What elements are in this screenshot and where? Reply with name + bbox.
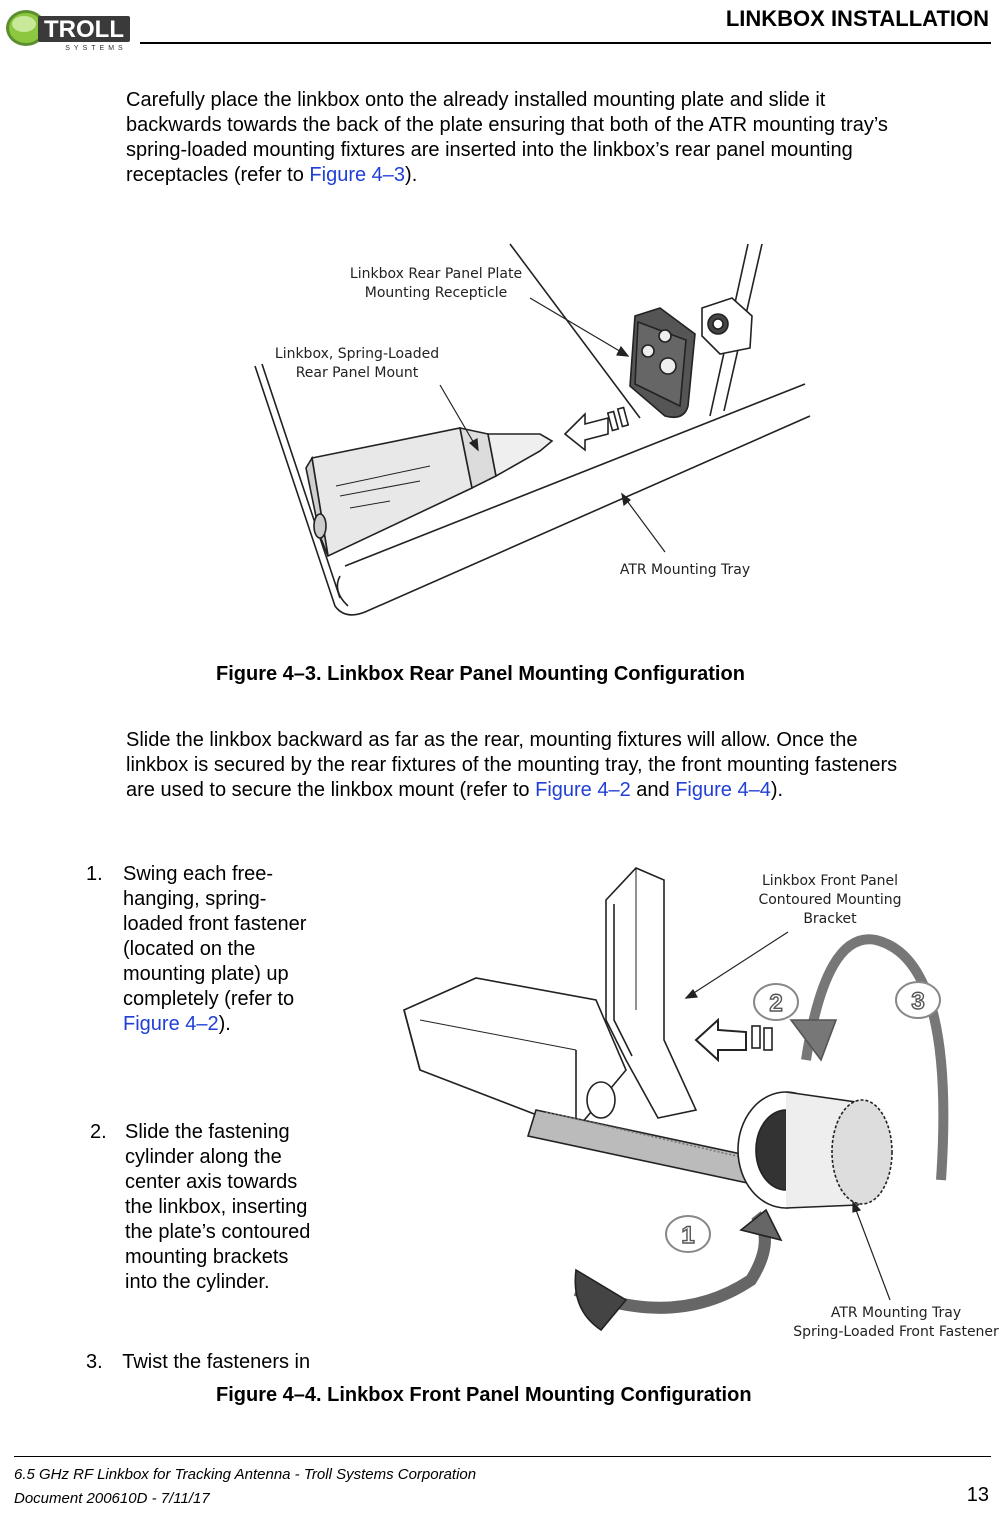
step-line: Swing each free-: [123, 863, 274, 885]
callout-line: Linkbox Rear Panel Plate: [349, 266, 523, 282]
slide-line: [126, 778, 991, 803]
step-line: Slide the fastening: [125, 1121, 290, 1143]
intro-text: receptacles (refer to: [126, 164, 310, 186]
step-line: hanging, spring-: [123, 888, 267, 910]
figure-4-4-leader-lines: [0, 860, 1007, 1320]
callout-line: Linkbox Front Panel: [761, 873, 899, 889]
step-3-text: Twist the fasteners in: [122, 1351, 311, 1373]
logo-subtext: SYSTEMS: [65, 45, 127, 52]
slide-line: linkbox is secured by the rear fixtures of the mounting tray, the front mounting fasteners: [126, 754, 898, 776]
step-line: mounting plate) up: [123, 963, 289, 985]
intro-line: Carefully place the linkbox onto the already installed mounting plate and slide it: [126, 89, 826, 111]
page-number: 13: [966, 1484, 989, 1506]
figure-4-4-link[interactable]: Figure 4–4: [675, 779, 771, 801]
step-line: cylinder along the: [125, 1146, 282, 1168]
footer-document-id: Document 200610D - 7/11/17: [14, 1490, 210, 1507]
slide-text: ).: [770, 779, 784, 801]
figure-4-3-link[interactable]: Figure 4–3: [309, 164, 406, 186]
intro-line: spring-loaded mounting fixtures are inserted into the linkbox’s rear panel mounting: [126, 139, 853, 161]
step-line: the plate’s contoured: [125, 1221, 311, 1243]
intro-text: ).: [405, 164, 418, 186]
step-1-number: 1.: [86, 863, 103, 885]
step-line: completely (refer to: [123, 988, 295, 1010]
callout-line: Contoured Mounting: [758, 892, 902, 908]
badge-3-label: 3: [911, 988, 925, 1015]
slide-text: and: [630, 779, 676, 801]
callout-atr-tray: ATR Mounting Tray: [619, 562, 751, 578]
slide-line: Slide the linkbox backward as far as the rear, mounting fixtures will allow. Once the: [126, 729, 858, 751]
callout-line: ATR Mounting Tray: [830, 1305, 962, 1321]
badge-2-label: 2: [769, 990, 783, 1017]
step-3-number: 3.: [86, 1351, 103, 1373]
step-line: into the cylinder.: [125, 1271, 270, 1293]
slide-paragraph: [126, 728, 991, 803]
figure-4-2-link[interactable]: Figure 4–2: [535, 779, 631, 801]
figure-4-3-leader-lines: [0, 0, 1007, 640]
intro-line: backwards towards the back of the plate ensuring that both of the ATR mounting tray’s: [126, 114, 888, 136]
footer-divider: [14, 1456, 991, 1457]
figure-4-3-caption: Figure 4–3. Linkbox Rear Panel Mounting Configuration: [216, 663, 745, 685]
callout-line: Mounting Recepticle: [364, 285, 508, 301]
step-text: ).: [218, 1013, 231, 1035]
logo-text: TROLL: [44, 16, 124, 43]
step-3: [86, 1350, 346, 1375]
footer-document-title: 6.5 GHz RF Linkbox for Tracking Antenna - Troll Systems Corporation: [14, 1466, 477, 1483]
step-line: the linkbox, inserting: [125, 1196, 308, 1218]
callout-line: Bracket: [803, 911, 857, 927]
callout-line: Linkbox, Spring-Loaded: [274, 346, 440, 362]
callout-line: Spring-Loaded Front Fastener: [793, 1324, 999, 1340]
page-header-title: LINKBOX INSTALLATION: [725, 6, 989, 31]
badge-1-label: 1: [681, 1222, 695, 1249]
step-line: (located on the: [123, 938, 256, 960]
step-2-number: 2.: [90, 1121, 107, 1143]
slide-text: are used to secure the linkbox mount (refer to: [126, 779, 536, 801]
step-line: loaded front fastener: [123, 913, 307, 935]
step-line: mounting brackets: [125, 1246, 289, 1268]
figure-4-2-link[interactable]: Figure 4–2: [123, 1013, 219, 1035]
step-line: center axis towards: [125, 1171, 298, 1193]
callout-line: Rear Panel Mount: [295, 365, 419, 381]
figure-4-4-caption: Figure 4–4. Linkbox Front Panel Mounting Configuration: [216, 1384, 752, 1406]
